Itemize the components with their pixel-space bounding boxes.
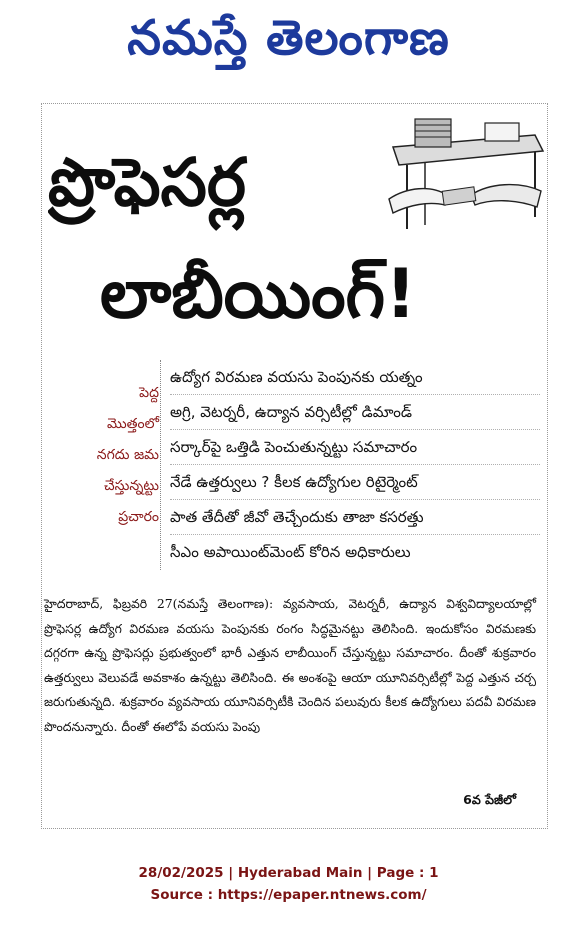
highlight-item: సర్కార్‌పై ఒత్తిడి పెంచుతున్నట్టు సమాచారం <box>170 429 540 464</box>
side-teaser <box>49 378 159 536</box>
cash-note <box>442 187 476 205</box>
highlight-item: సీఎం అపాయింట్‌మెంట్ కోరిన అధికారులు <box>170 534 540 569</box>
teaser-line: ప్రచారం <box>118 509 159 525</box>
headline-line-2: లాబీయింగ్! <box>100 255 417 334</box>
page-footer <box>0 862 577 908</box>
desk-nameplate <box>485 123 519 141</box>
teaser-line: నగదు జమ <box>96 447 159 463</box>
highlight-item: ఉద్యోగ విరమణ వయసు పెంపునకు యత్నం <box>170 368 423 386</box>
article-dateline: హైదరాబాద్, ఫిబ్రవరి 27(నమస్తే తెలంగాణ): <box>44 596 283 611</box>
teaser-line: చేస్తున్నట్టు <box>104 478 159 494</box>
column-divider <box>160 360 162 570</box>
highlights-list <box>170 360 540 575</box>
article-body <box>44 592 536 812</box>
hand-right <box>471 185 541 207</box>
masthead-title: నమస్తే తెలంగాణ <box>127 10 450 66</box>
highlight-item: నేడే ఉత్తర్వులు ? కీలక ఉద్యోగుల రిటైర్మెంట్ <box>170 464 540 499</box>
edition-info: 28/02/2025 | Hyderabad Main | Page : 1 <box>138 865 439 881</box>
continued-on-page: 6వ పేజీలో <box>463 792 516 807</box>
highlight-item: అగ్రి, వెటర్నరీ, ఉద్యాన వర్సిటీల్లో డిమాండ్ <box>170 394 540 429</box>
source-url: Source : https://epaper.ntnews.com/ <box>150 887 427 903</box>
teaser-line: పెద్ద <box>139 385 159 401</box>
desk-illustration <box>385 107 545 237</box>
teaser-line: మొత్తంలో <box>106 416 159 432</box>
headline-line-1: ప్రొఫెసర్ల <box>48 144 246 221</box>
highlight-item: పాత తేదీతో జీవో తెచ్చేందుకు తాజా కసరత్తు <box>170 499 540 534</box>
article-text: వ్యవసాయ, వెటర్నరీ, ఉద్యాన విశ్వవిద్యాలయాల్లో ప్రొఫెసర్ల ఉద్యోగ విరమణ వయసు పెంపునకు రంగం సిద్ధమైనట్టు తెలిసింది. ఇందుకోసం విరమణకు దగ్గరగా ఉన్న ప్రొఫెసర్లు ప్రభుత్వంలో భారీ ఎత్తున లాబీయింగ్ చేస్తున్నట్టు సమాచారం. దీంతో శుక్రవారం ఉత్తర్వులు వెలువడే అవకాశం ఉన్నట్టు తెలిసింది. ఈ అంశంపై ఆయా యూనివర్సిటీల్లో పెద్ద ఎత్తున చర్చ జరుగుతున్నది. శుక్రవారం వ్యవసాయ యూనివర్సిటీకి చెందిన పలువురు కీలక ఉద్యోగులు పదవీ విరమణ పొందనున్నారు. దీంతో ఈలోపే వయసు పెంపు <box>44 596 537 734</box>
file-stack <box>415 119 451 147</box>
hand-left <box>389 189 447 213</box>
